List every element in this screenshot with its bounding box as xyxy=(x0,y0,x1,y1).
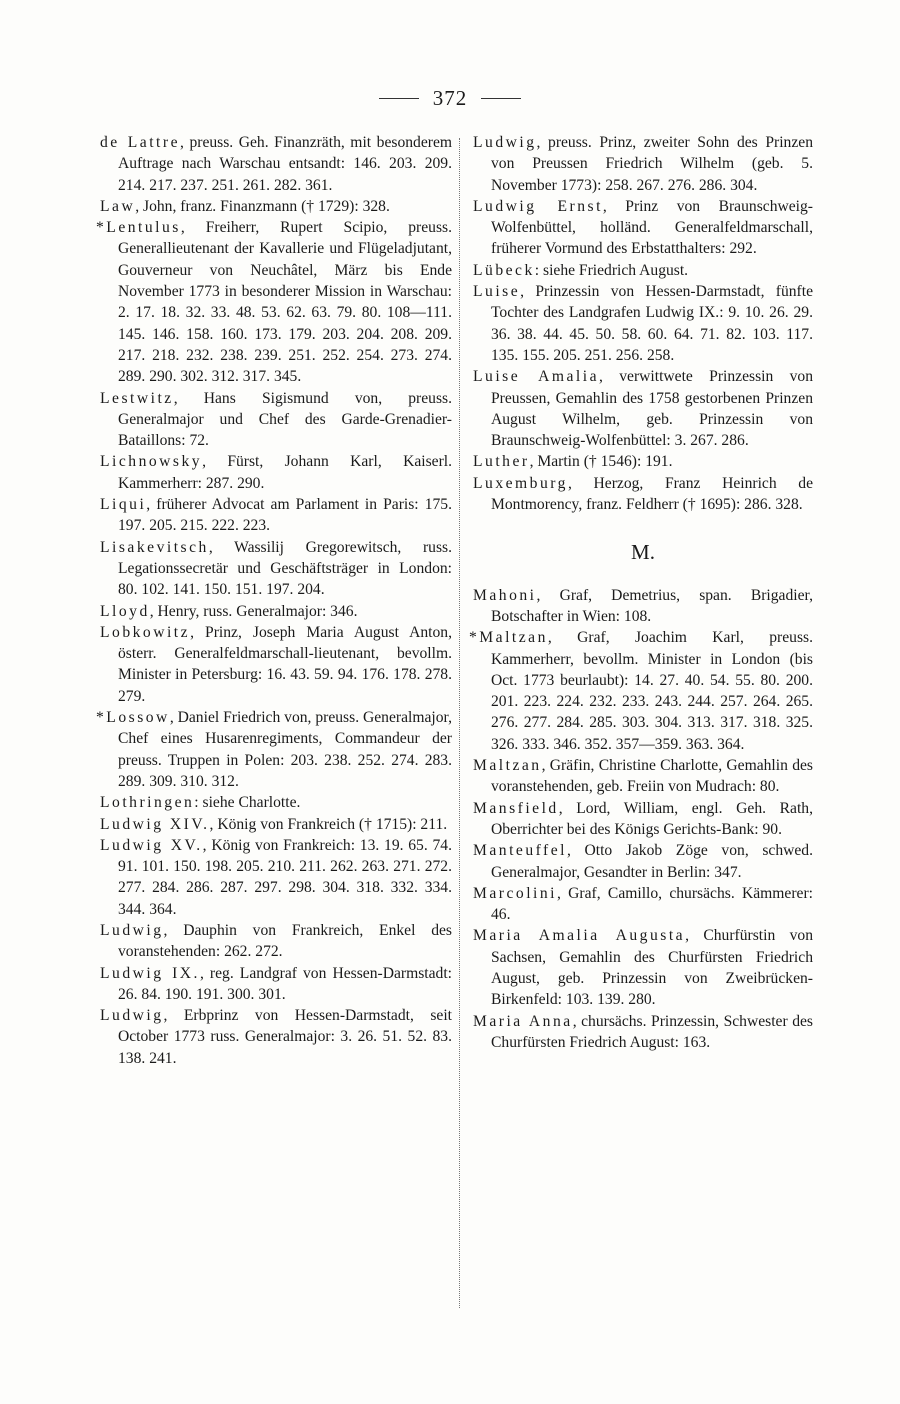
entry-headword: Maria Amalia Augusta xyxy=(473,927,686,945)
entry-text: , Erbprinz von Hessen-Darmstadt, seit October 1773 russ. Generalmajor: 3. 26. 51. 52. 83. 138. 241. xyxy=(118,1007,452,1067)
entry-text: , Graf, Camillo, chursächs. Kämmerer: 46. xyxy=(491,884,813,924)
entry-headword: Ludwig XV. xyxy=(100,836,203,854)
entry-text: , Prinzessin von Hessen-Darmstadt, fünfte Tochter des Landgrafen Ludwig IX.: 9. 10. 26. 29. 36. 38. 44. 45. 50. 58. 60. 64. 71. 82. 103. 117. 135. 155. 205. 251. 256. 258. xyxy=(491,283,813,364)
index-entry xyxy=(100,963,452,1006)
entry-text: , Herzog, Franz Heinrich de Montmorency, franz. Feldherr († 1695): 286. 328. xyxy=(491,474,813,514)
header-rule-left xyxy=(379,98,419,99)
index-entry xyxy=(100,814,452,835)
entry-text: , chursächs. Prinzessin, Schwester des Churfürsten Friedrich August: 163. xyxy=(491,1012,813,1051)
entry-text: , König von Frankreich: 13. 19. 65. 74. 91. 101. 150. 198. 205. 210. 211. 262. 263. 271. 272. 277. 284. 286. 287. 297. 298. 304. 318. 332. 334. 344. 364. xyxy=(118,836,452,918)
entry-headword: de Lattre xyxy=(100,134,180,151)
entry-headword: Law xyxy=(100,197,136,215)
entry-text: , Daniel Friedrich von, preuss. Generalmajor, Chef eines Husarenregiments, Commandeur der preuss. Truppen in Polen: 203. 238. 252. 274. 283. 289. 309. 310. 312. xyxy=(118,709,452,790)
entry-text: , reg. Landgraf von Hessen-Darmstadt: 26. 84. 190. 191. 300. 301. xyxy=(118,964,452,1003)
entry-text: , John, franz. Finanzmann († 1729): 328. xyxy=(135,197,390,215)
entry-headword: *Lentulus xyxy=(96,219,181,237)
entry-text: : siehe Friedrich August. xyxy=(534,261,689,279)
index-entry xyxy=(100,494,452,537)
entry-headword: Lestwitz xyxy=(100,389,174,407)
index-entry xyxy=(473,798,813,841)
entry-text: , Graf, Demetrius, span. Brigadier, Botschafter in Wien: 108. xyxy=(491,586,813,625)
index-entry xyxy=(100,537,452,601)
entry-headword: Liqui xyxy=(100,496,147,514)
entry-headword: Luxemburg xyxy=(473,474,568,492)
entry-headword: Luise xyxy=(473,283,521,301)
index-entry xyxy=(100,196,452,217)
index-entry xyxy=(100,132,452,196)
entry-text: , Prinz, Joseph Maria August Anton, österr. Generalfeldmarschall-lieutenant, bevollm. Minister in Petersburg: 16. 43. 59. 94. 176. 178. 278. 279. xyxy=(118,623,452,705)
entry-text: : siehe Charlotte. xyxy=(194,794,301,812)
entry-headword: Maltzan xyxy=(473,757,542,775)
entry-text: , Graf, Joachim Karl, preuss. Kammerherr, bevollm. Minister in London (bis Oct. 1773 beurlaubt): 14. 27. 40. 54. 55. 80. 200. 201. 223. 224. 232. 233. 243. 244. 257. 264. 265. 276. 277. 284. 285. 303. 304. 313. 317. 318. 325. 326. 333. 346. 352. 357—359. 363. 364. xyxy=(491,629,813,753)
entry-text: , Martin († 1546): 191. xyxy=(529,453,673,471)
entries-l-continued xyxy=(473,132,813,515)
entry-text: , Dauphin von Frankreich, Enkel des voranstehenden: 262. 272. xyxy=(118,921,452,961)
index-entry xyxy=(473,925,813,1010)
index-entry xyxy=(473,585,813,628)
page-header xyxy=(0,86,900,111)
entry-text: , Churfürstin von Sachsen, Gemahlin des Churfürsten Friedrich August, geb. Prinzessin von Zweibrücken-Birkenfeld: 103. 139. 280. xyxy=(491,927,813,1009)
entry-text: , verwittwete Prinzessin von Preussen, Gemahlin des 1758 gestorbenen Prinzen August Wilhelm, geb. Prinzessin von Braunschweig-Wolfenbüttel: 3. 267. 286. xyxy=(491,368,813,450)
section-heading-m: M. xyxy=(631,540,655,565)
entry-headword: Lisakevitsch xyxy=(100,538,209,556)
index-entry xyxy=(100,1005,452,1069)
index-entry xyxy=(100,601,452,622)
index-entry xyxy=(473,451,813,472)
index-entry xyxy=(100,388,452,452)
index-entry xyxy=(100,835,452,920)
entry-headword: Ludwig xyxy=(473,134,537,151)
entry-headword: Luise Amalia xyxy=(473,368,600,386)
entry-text: , preuss. Geh. Finanzräth, mit besonderem Auftrage nach Warschau entsandt: 146. 203. 209. 214. 217. 237. 251. 261. 282. 361. xyxy=(118,134,452,194)
index-entry xyxy=(473,840,813,883)
entry-headword: Ludwig xyxy=(100,921,164,939)
entry-headword: Mansfield xyxy=(473,799,559,817)
index-entry xyxy=(100,792,452,813)
entry-headword: Lothringen xyxy=(100,794,195,812)
entry-text: , Wassilij Gregorewitsch, russ. Legationssecretär und Geschäftsträger in London: 80. 102. 141. 150. 151. 197. 204. xyxy=(118,538,452,599)
entry-text: , Gräfin, Christine Charlotte, Gemahlin des voranstehenden, geb. Freiin von Mudrach: 80. xyxy=(491,757,813,796)
entry-headword: Ludwig xyxy=(100,1007,164,1025)
entry-headword: Luther xyxy=(473,453,530,471)
index-entry xyxy=(473,196,813,260)
header-rule-right xyxy=(481,98,521,99)
entry-text: , Lord, William, engl. Geh. Rath, Oberrichter bei des Königs Gerichts-Bank: 90. xyxy=(491,799,813,838)
column-divider xyxy=(459,138,460,1308)
entry-text: , Henry, russ. Generalmajor: 346. xyxy=(149,602,358,620)
entry-text: , Hans Sigismund von, preuss. Generalmajor und Chef des Garde-Grenadier-Bataillons: 72. xyxy=(118,389,452,450)
index-entry xyxy=(473,473,813,516)
entry-text: , früherer Advocat am Parlament in Paris: 175. 197. 205. 215. 222. 223. xyxy=(118,496,452,535)
index-entry xyxy=(100,920,452,963)
index-entry xyxy=(473,132,813,196)
entry-headword: Maria Anna xyxy=(473,1012,573,1030)
entry-headword: Marcolini xyxy=(473,884,557,902)
entry-text: , Prinz von Braunschweig-Wolfenbüttel, holländ. Generalfeldmarschall, früherer Vormund des Erbstatthalters: 292. xyxy=(491,197,813,258)
index-entry xyxy=(473,883,813,926)
entry-headword: Ludwig XIV. xyxy=(100,815,210,833)
left-column xyxy=(96,132,452,1069)
entry-headword: Ludwig Ernst xyxy=(473,197,603,215)
entry-headword: *Lossow xyxy=(96,709,170,727)
entry-headword: Manteuffel xyxy=(473,842,567,860)
index-entry xyxy=(96,217,452,387)
entry-text: , Otto Jakob Zöge von, schwed. Generalmajor, Gesandter in Berlin: 347. xyxy=(491,842,813,881)
entry-text: , preuss. Prinz, zweiter Sohn des Prinzen von Preussen Friedrich Wilhelm (geb. 5. November 1773): 258. 267. 276. 286. 304. xyxy=(491,134,813,194)
entry-headword: Mahoni xyxy=(473,586,537,604)
index-entry xyxy=(473,755,813,798)
entry-headword: Lobkowitz xyxy=(100,623,191,641)
right-column xyxy=(469,132,813,1053)
page-number: 372 xyxy=(432,86,468,110)
entry-text: , Fürst, Johann Karl, Kaiserl. Kammerherr: 287. 290. xyxy=(118,453,452,492)
entry-headword: Lichnowsky xyxy=(100,453,203,471)
index-entry xyxy=(473,281,813,366)
index-entry xyxy=(473,366,813,451)
entries-m xyxy=(469,585,813,1054)
index-entry xyxy=(469,627,813,755)
index-entry xyxy=(100,622,452,707)
entry-headword: Ludwig IX. xyxy=(100,964,200,982)
entry-headword: Lübeck xyxy=(473,261,535,279)
index-entry xyxy=(473,260,813,281)
index-entry xyxy=(100,451,452,494)
index-entry xyxy=(473,1011,813,1054)
index-entry xyxy=(96,707,452,792)
entry-headword: Lloyd xyxy=(100,602,150,620)
entry-text: , König von Frankreich († 1715): 211. xyxy=(209,815,448,833)
entry-headword: *Maltzan xyxy=(469,629,548,647)
entry-text: , Freiherr, Rupert Scipio, preuss. Generallieutenant der Kavallerie und Flügeladjutant, Gouverneur von Neuchâtel, März bis Ende November 1773 in besonderer Mission in Warschau: 2. 17. 18. 32. 33. 48. 53. 62. 63. 79. 80. 108—111. 145. 146. 158. 160. 173. 179. 203. 204. 208. 209. 217. 218. 232. 238. 239. 251. 252. 254. 273. 274. 289. 290. 302. 312. 317. 345. xyxy=(118,219,452,386)
